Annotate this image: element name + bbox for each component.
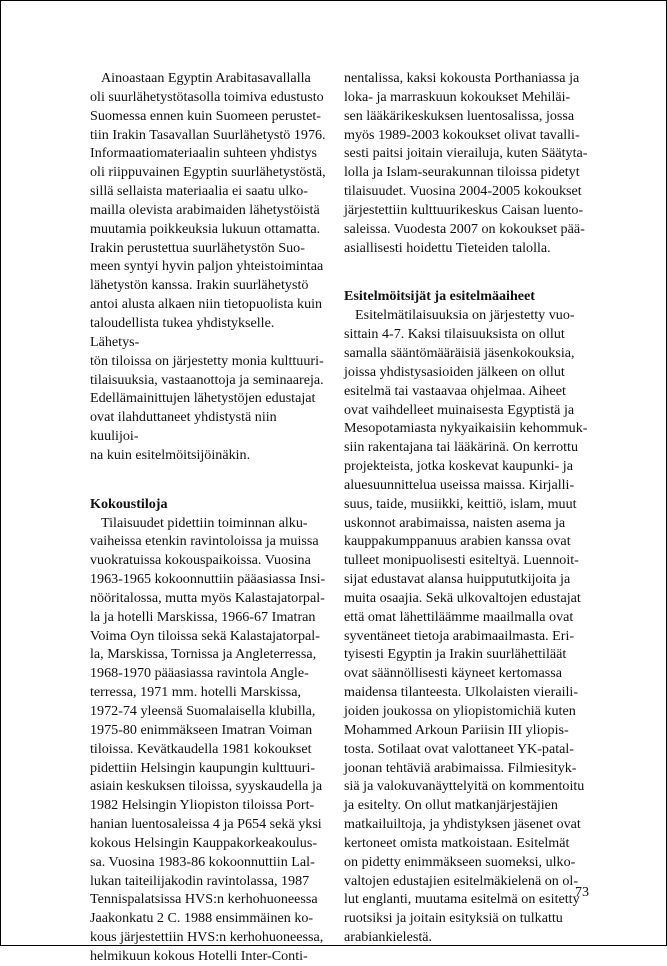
body-paragraph: Ainoastaan Egyptin Arabitasavallalla oli suurlähetystötasolla toimiva edustusto Suomessa ennen kuin Suomeen perustet- tiin Irakin Tasavallan Suurlähetystö 1976. Informaatiomateriaalin suhteen yhdistys oli riippuvainen Egyptin suurlähetystöstä, sillä sellaista materiaalia ei saatu ulko- mailla olevista arabimaiden lähetystöistä muutamia poikkeuksia lukuun ottamatta. Irakin perustettua suurlähetystön Suo- meen syntyi hyvin paljon yhteistoimintaa lähetystön kanssa. Irakin suurlähetystö antoi alusta alkaen niin tietopuolista kuin taloudellista tukea yhdistykselle. Lähetys- tön tiloissa on järjestetty monia kulttuuri- tilaisuuksia, vastaanottoja ja seminaareja. Edellämainittujen lähetystöjen edustajat ovat ilahduttaneet yhdistystä niin kuulijoi- na kuin esitelmöitsijöinäkin. — [90, 70, 326, 463]
paragraph-spacer — [344, 257, 591, 287]
paragraph-spacer — [90, 465, 327, 495]
right-column — [344, 69, 591, 947]
page-number: 73 — [575, 884, 590, 900]
body-paragraph: Esitelmätilaisuuksia on järjestetty vuo- sittain 4-7. Kaksi tilaisuuksista on ollut samalla sääntömääräisiä jäsenkokouksia, joissa yhdistysasioiden jälkeen on ollut esitelmä tai vastaavaa ohjelmaa. Aiheet ovat vaihdelleet muinaisesta Egyptistä ja Mesopotamiasta nykyaikaisiin kehommuk- siin rakentajana tai lääkärinä. On kerrottu projekteista, jotka koskevat kaupunki- ja aluesuunnittelua useissa maissa. Kirjalli- suus, taide, musiikki, keittiö, islam, muut uskonnot arabimaissa, naisten asema ja kauppakumppanuus arabien kanssa ovat tulleet monipuolisesti esiteltyä. Luennoit- sijat edustavat alansa huippututkijoita ja muita osaajia. Sekä ulkovaltojen edustajat että omat lähettiläämme maailmalla ovat syventäneet tietoja arabimaailmasta. Eri- tyisesti Egyptin ja Irakin suurlähettiläät ovat säännöllisesti käyneet kertomassa maidensa tilanteesta. Ulkolaisten vieraili- joiden joukossa on yliopistomichiä kuten Mohammed Arkoun Pariisin III yliopis- tosta. Sotilaat ovat valottaneet YK-patal- joonan tehtäviä arabimaissa. Filmiesityk- siä ja valokuvanäyttelyitä on kommentoitu ja esitelty. On ollut matkanjärjestäjien matkailuiltoja, ja yhdistyksen jäsenet ovat kertoneet omista matkoistaan. Esitelmät on pidetty enimmäkseen suomeksi, ulko- valtojen edustajien esitelmäkielenä on ol- lut englanti, muutama esitelmä on esitetty ruotsiksi ja joitain esityksiä on tulkattu arabiankielestä. — [344, 307, 588, 946]
section-heading-kokoustiloja: Kokoustiloja — [90, 495, 168, 512]
body-paragraph: nentalissa, kaksi kokousta Porthaniassa ja loka- ja marraskuun kokoukset Mehiläi- sen lääkärikeskuksen luentosalissa, jossa myös 1989-2003 kokoukset olivat tavalli- sesti paitsi joitain vierailuja, kuten Säätyta- lolla ja Islam-seurakunnan tiloissa pidetyt tilaisuudet. Vuosina 2004-2005 kokoukset järjestettiin kulttuurikeskus Caisan luento- saleissa. Vuodesta 2007 on kokoukset pää- asiallisesti hoidettu Tieteiden talolla. — [344, 70, 588, 256]
body-paragraph: Tilaisuudet pidettiin toiminnan alku- vaiheissa etenkin ravintoloissa ja muissa vuokratuissa kokouspaikoissa. Vuosina 1963-1965 kokoonnuttiin pääasiassa Insi- nööritalossa, mutta myös Kalastajatorpal- la ja hotelli Marskissa, 1966-67 Imatran Voima Oyn tiloissa sekä Kalastajatorpal- la, Marskissa, Tornissa ja Angleterressa, 1968-1970 pääasiassa ravintola Angle- terressa, 1971 mm. hotelli Marskissa, 1972-74 yleensä Suomalaisella klubilla, 1975-80 enimmäkseen Imatran Voiman tiloissa. Kevätkaudella 1981 kokoukset pidettiin Helsingin kaupungin kulttuuri- asiain keskuksen tiloissa, syyskaudella ja 1982 Helsingin Yliopiston tiloissa Port- hanian luentosaleissa 4 ja P654 sekä yksi kokous Helsingin Kauppakorkeakoulus- sa. Vuosina 1983-86 kokoonnuttiin Lal- lukan taiteilijakodin ravintolassa, 1987 Tennispalatsissa HVS:n kerhohuoneessa Jaakonkatu 2 C. 1988 ensimmäinen ko- kous järjestettiin HVS:n kerhohuoneessa, helmikuun kokous Hotelli Inter-Conti- — [90, 514, 326, 964]
left-column — [90, 69, 327, 966]
section-heading-esitelmoitsijat: Esitelmöitsijät ja esitelmäaiheet — [344, 288, 535, 305]
